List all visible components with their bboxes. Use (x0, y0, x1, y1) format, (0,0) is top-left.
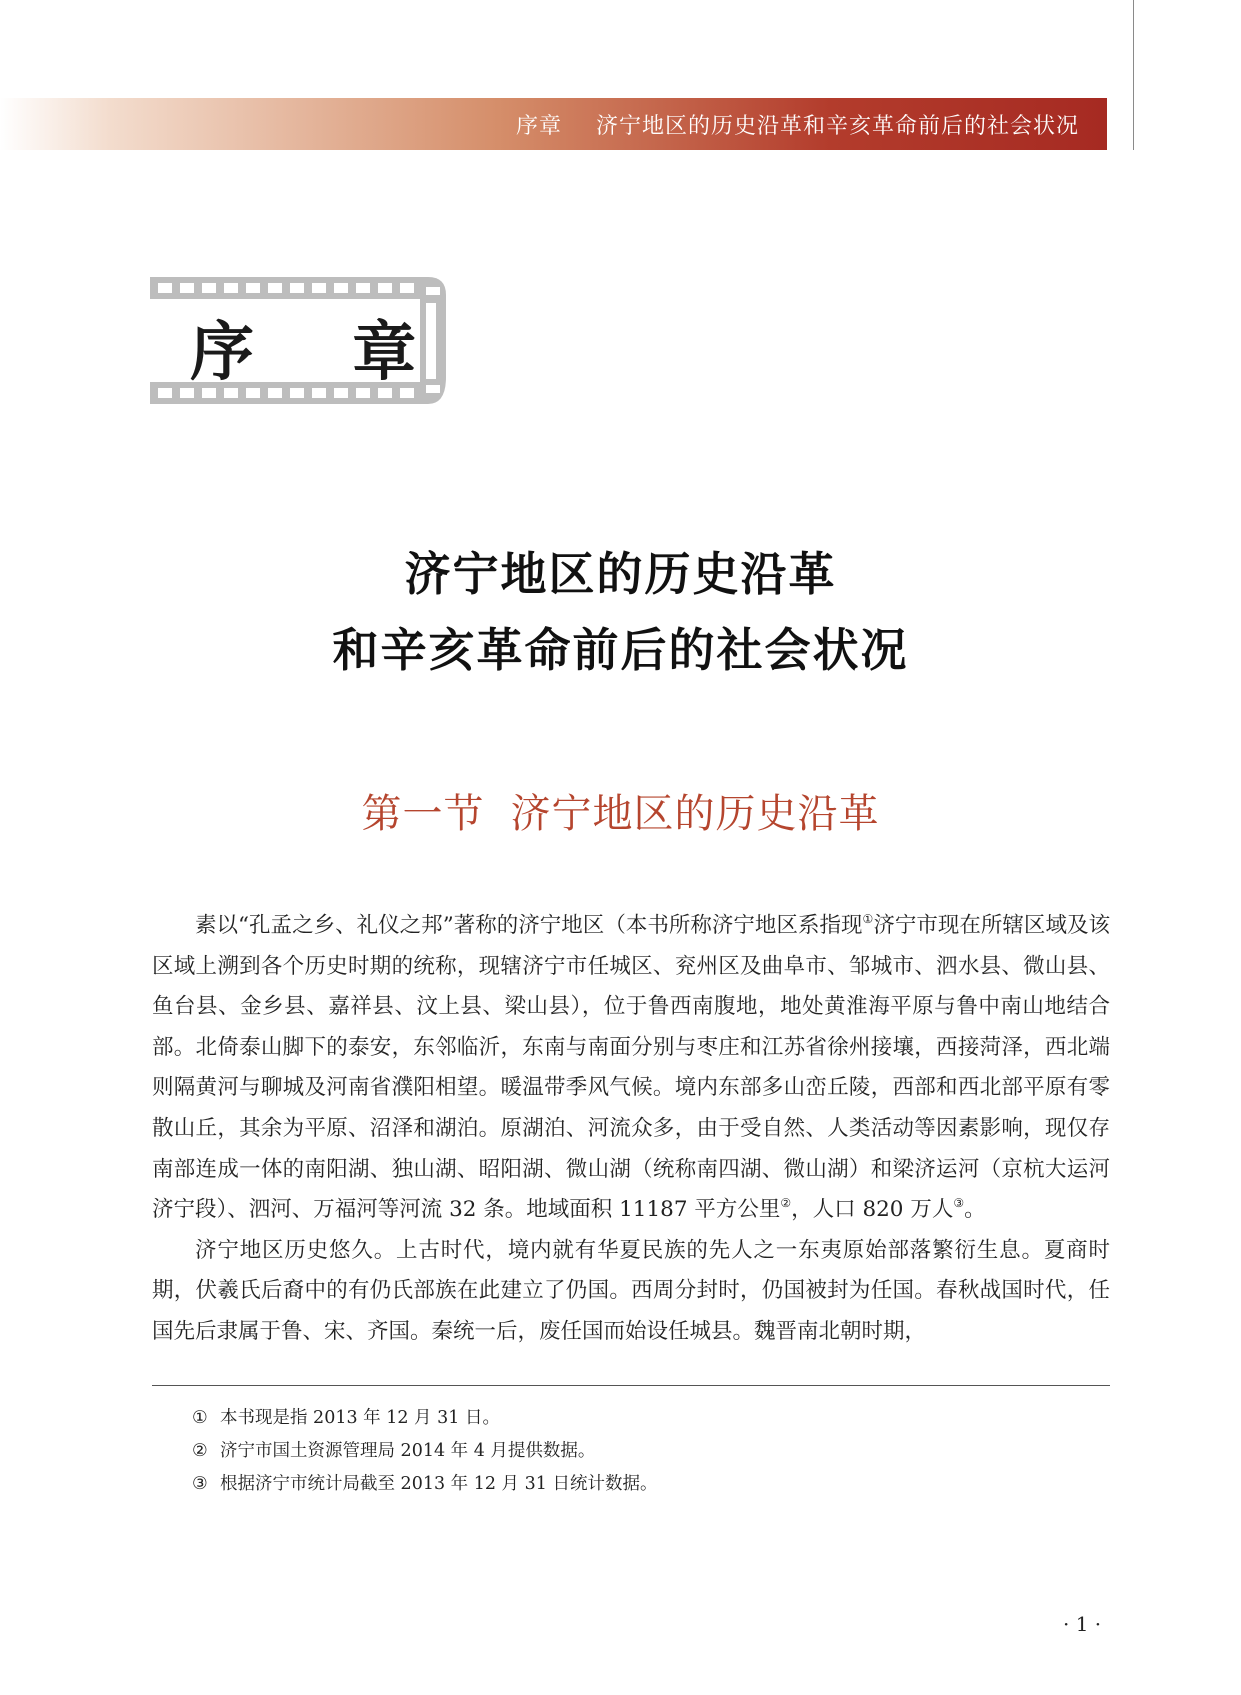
chapter-film-banner (150, 277, 455, 404)
footnote-3-mark: ③ (192, 1474, 208, 1494)
footnote-ref-1: ① (862, 912, 874, 926)
paragraph-1 (152, 906, 1110, 1231)
main-title-line1: 济宁地区的历史沿革 (404, 547, 837, 601)
paragraph-2: 济宁地区历史悠久。上古时代，境内就有华夏民族的先人之一东夷原始部落繁衍生息。夏商时期，伏羲氏后裔中的有仍氏部族在此建立了仍国。西周分封时，仍国被封为任国。春秋战国时代，任国先后隶属于鲁、宋、齐国。秦统一后，废任国而始设任城县。魏晋南北朝时期， (152, 1237, 1110, 1344)
footnote-2-mark: ② (192, 1441, 208, 1461)
footnote-3-text: 根据济宁市统计局截至 2013 年 12 月 31 日统计数据。 (220, 1474, 658, 1494)
footnote-ref-2: ② (780, 1196, 792, 1211)
section-name: 济宁地区的历史沿革 (510, 791, 880, 837)
footnote-2-text: 济宁市国土资源管理局 2014 年 4 月提供数据。 (220, 1441, 596, 1461)
footnote-1 (192, 1402, 1092, 1435)
paragraph-1-part2: 济宁市现在所辖区域及该区域上溯到各个历史时期的统称，现辖济宁市任城区、兖州区及曲阜市、邹城市、泗水县、微山县、鱼台县、金乡县、嘉祥县、汶上县、梁山县），位于鲁西南腹地，地处黄淮海平原与鲁中南山地结合部。北倚泰山脚下的泰安，东邻临沂，东南与南面分别与枣庄和江苏省徐州接壤，西接菏泽，西北端则隔黄河与聊城及河南省濮阳相望。暖温带季风气候。境内东部多山峦丘陵，西部和西北部平原有零散山丘，其余为平原、沼泽和湖泊。原湖泊、河流众多，由于受自然、人类活动等因素影响，现仅存南部连成一体的南阳湖、独山湖、昭阳湖、微山湖（统称南四湖、微山湖）和梁济运河（京杭大运河济宁段）、泗河、万福河等河流 32 条。地域面积 11187 平方公里 (152, 913, 1110, 1223)
running-header-chapter: 序章 (515, 114, 562, 139)
footnote-divider (152, 1385, 1110, 1386)
footnote-2 (192, 1435, 1092, 1468)
paragraph-1-part3: ，人口 820 万人 (791, 1197, 954, 1223)
chapter-title: 序 章 (190, 315, 455, 390)
film-strip-top (150, 277, 424, 299)
running-header-title: 济宁地区的历史沿革和辛亥革命前后的社会状况 (595, 114, 1079, 139)
running-header (0, 98, 1107, 150)
footnote-ref-3: ③ (953, 1196, 965, 1211)
paragraph-1-part4: 。 (964, 1197, 986, 1223)
footnote-1-text: 本书现是指 2013 年 12 月 31 日。 (220, 1408, 500, 1428)
footnote-1-mark: ① (192, 1408, 208, 1428)
page-edge-line (1133, 0, 1134, 150)
footnote-3 (192, 1468, 1092, 1501)
section-number: 第一节 (361, 791, 485, 837)
footnotes (192, 1402, 1092, 1501)
section-title (0, 782, 1241, 839)
running-header-text (516, 109, 1079, 140)
body-text (152, 906, 1110, 1353)
page-number: · 1 · (1063, 1612, 1102, 1636)
paragraph-1-part1: 素以“孔孟之乡、礼仪之邦”著称的济宁地区（本书所称济宁地区系指现 (195, 913, 863, 938)
main-title-line2: 和辛亥革命前后的社会状况 (332, 623, 909, 677)
